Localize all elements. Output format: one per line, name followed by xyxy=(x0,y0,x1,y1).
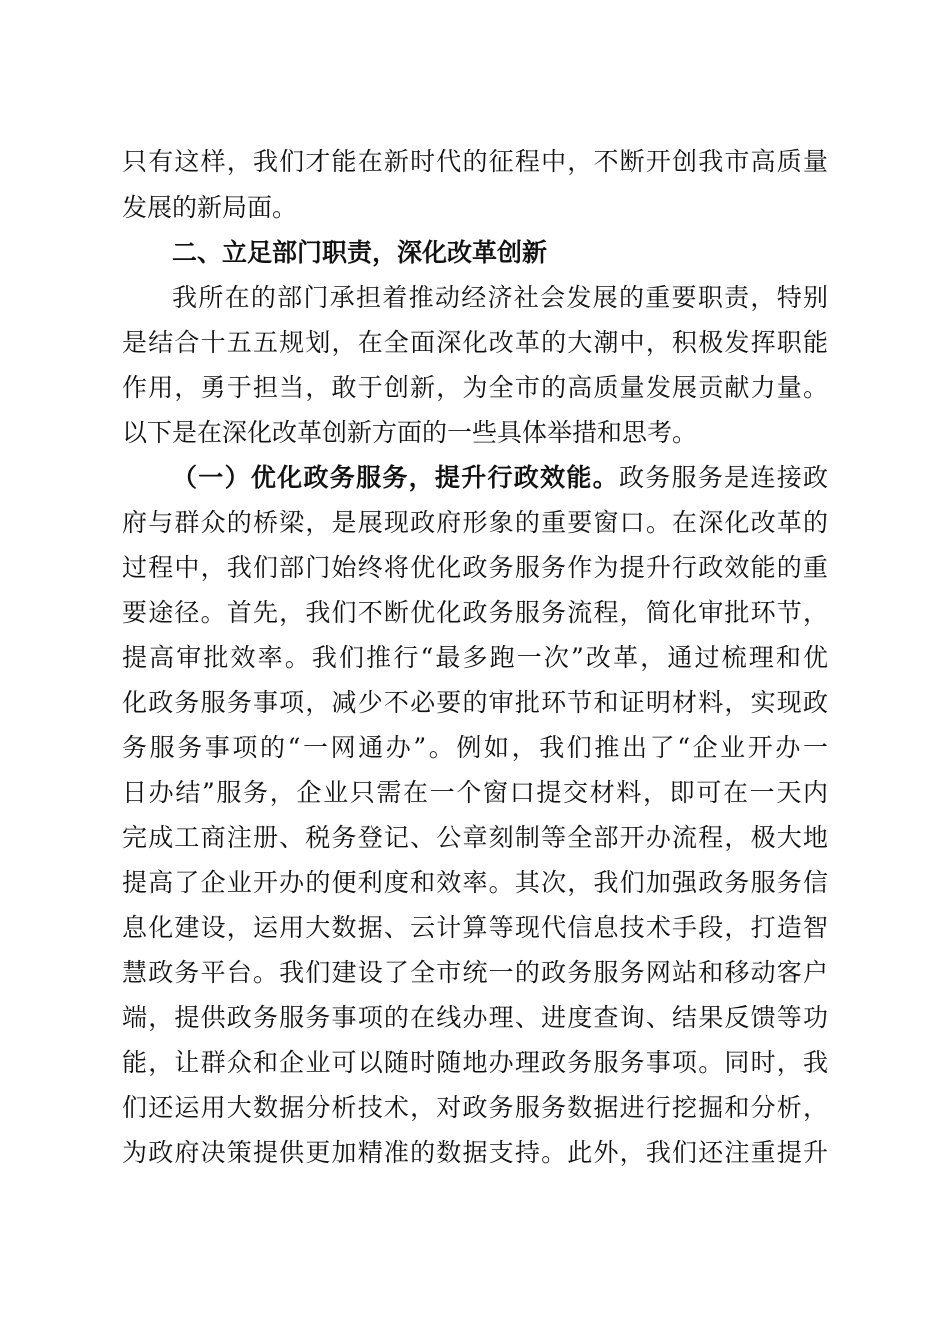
paragraph-3-line-12: 慧政务平台。我们建设了全市统一的政务服务网站和移动客户 xyxy=(122,958,828,987)
paragraph-2-line-1: 我所在的部门承担着推动经济社会发展的重要职责，特别 xyxy=(172,283,828,312)
paragraph-3-line-7: 务服务事项的“一网通办”。例如，我们推出了“企业开办一 xyxy=(122,733,828,762)
paragraph-3-line-6: 化政务服务事项，减少不必要的审批环节和证明材料，实现政 xyxy=(122,688,828,717)
section-2-heading: 二、立足部门职责，深化改革创新 xyxy=(172,238,548,267)
paragraph-3-line-8: 日办结”服务，企业只需在一个窗口提交材料，即可在一天内 xyxy=(122,778,828,807)
paragraph-2-line-3: 作用，勇于担当，敢于创新，为全市的高质量发展贡献力量。 xyxy=(122,373,828,402)
paragraph-3-line-5: 提高审批效率。我们推行“最多跑一次”改革，通过梳理和优 xyxy=(122,643,828,672)
paragraph-3-line-9: 完成工商注册、税务登记、公章刻制等全部开办流程，极大地 xyxy=(122,823,828,852)
paragraph-3-line-11: 息化建设，运用大数据、云计算等现代信息技术手段，打造智 xyxy=(122,913,828,942)
paragraph-1-line-1: 只有这样，我们才能在新时代的征程中，不断开创我市高质量 xyxy=(122,147,828,176)
paragraph-3-line-4: 要途径。首先，我们不断优化政务服务流程，简化审批环节， xyxy=(122,598,828,627)
paragraph-3-line-13: 端，提供政务服务事项的在线办理、进度查询、结果反馈等功 xyxy=(122,1003,828,1032)
paragraph-3-lead-rest: 政务服务是连接政 xyxy=(618,463,828,492)
paragraph-3-line-16: 为政府决策提供更加精准的数据支持。此外，我们还注重提升 xyxy=(122,1138,828,1167)
paragraph-3-line-15: 们还运用大数据分析技术，对政务服务数据进行挖掘和分析， xyxy=(122,1093,828,1122)
paragraph-3-line-1 xyxy=(172,456,828,500)
paragraph-3-line-3: 过程中，我们部门始终将优化政务服务作为提升行政效能的重 xyxy=(122,553,828,582)
paragraph-2-line-2: 是结合十五五规划，在全面深化改革的大潮中，积极发挥职能 xyxy=(122,328,828,357)
paragraph-3-line-2: 府与群众的桥梁，是展现政府形象的重要窗口。在深化改革的 xyxy=(122,508,828,537)
paragraph-3-lead: （一）优化政务服务，提升行政效能。 xyxy=(172,463,619,492)
paragraph-2-line-4: 以下是在深化改革创新方面的一些具体举措和思考。 xyxy=(122,418,698,447)
paragraph-3-line-14: 能，让群众和企业可以随时随地办理政务服务事项。同时，我 xyxy=(122,1048,828,1077)
paragraph-1-line-2: 发展的新局面。 xyxy=(122,193,298,222)
paragraph-3-line-10: 提高了企业开办的便利度和效率。其次，我们加强政务服务信 xyxy=(122,868,828,897)
